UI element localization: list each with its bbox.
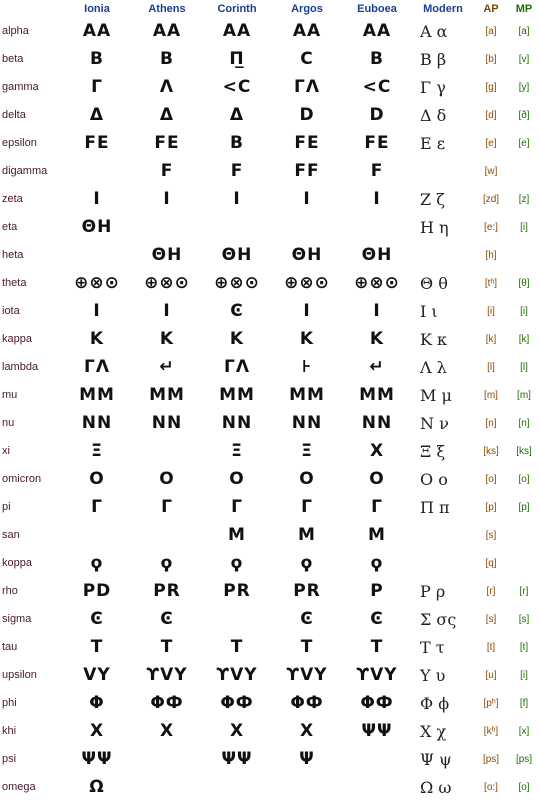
- header-modern: Modern: [423, 2, 463, 15]
- modern-letter: Α α: [420, 21, 448, 41]
- corinth-glyph: PR: [223, 581, 251, 601]
- table-row: [0, 185, 540, 213]
- table-row: [0, 241, 540, 269]
- ionia-glyph: [62, 157, 132, 185]
- ionia-glyph: Ω: [89, 777, 105, 797]
- argos-glyph: X: [299, 721, 315, 741]
- modern-pronunciation: [θ]: [518, 277, 530, 289]
- euboea-glyph: [342, 773, 412, 801]
- table-row: [0, 325, 540, 353]
- euboea-glyph: ΦФ: [360, 693, 394, 713]
- modern-pronunciation: [y]: [518, 81, 530, 93]
- athens-glyph: ⊕⊗⊙: [144, 273, 190, 293]
- ionia-glyph: ΓΛ: [84, 357, 110, 377]
- table-row: [0, 661, 540, 689]
- table-row: [0, 101, 540, 129]
- table-row: [0, 521, 540, 549]
- letter-name: upsilon: [2, 669, 37, 681]
- letter-name: epsilon: [2, 137, 37, 149]
- athens-glyph: Ϝ: [160, 161, 174, 181]
- modern-pronunciation: [r]: [519, 585, 529, 597]
- modern-letter: Φ ϕ: [420, 693, 450, 713]
- argos-glyph: [272, 773, 342, 801]
- modern-letter: Ε ε: [420, 133, 446, 153]
- athens-glyph: PR: [153, 581, 181, 601]
- argos-glyph: K: [299, 329, 315, 349]
- letter-name: xi: [2, 445, 10, 457]
- modern-pronunciation: [i]: [520, 669, 528, 681]
- letter-name: gamma: [2, 81, 39, 93]
- athens-glyph: B: [160, 49, 174, 69]
- modern-pronunciation: [p]: [518, 501, 530, 513]
- ancient-pronunciation: [g]: [485, 81, 497, 93]
- corinth-glyph: ΝN: [221, 413, 253, 433]
- ionia-glyph: PD: [82, 581, 112, 601]
- ancient-pronunciation: [o]: [485, 473, 497, 485]
- letter-name: omicron: [2, 473, 42, 485]
- modern-pronunciation: [v]: [518, 53, 530, 65]
- ionia-glyph: K: [89, 329, 105, 349]
- ionia-glyph: [62, 241, 132, 269]
- athens-glyph: Δ: [159, 105, 175, 125]
- modern-pronunciation: [ps]: [515, 753, 533, 765]
- euboea-glyph: X: [369, 441, 385, 461]
- table-row: [0, 633, 540, 661]
- ionia-glyph: Δ: [89, 105, 105, 125]
- table-row: [0, 297, 540, 325]
- euboea-glyph: ϙ: [370, 553, 384, 573]
- modern-letter: [412, 157, 474, 185]
- corinth-glyph: ⊕⊗⊙: [214, 273, 260, 293]
- letter-name: khi: [2, 725, 17, 737]
- athens-glyph: T: [160, 637, 174, 657]
- euboea-glyph: ΜM: [359, 385, 395, 405]
- euboea-glyph: ↵: [369, 357, 385, 377]
- table-row: [0, 353, 540, 381]
- athens-glyph: AA: [152, 21, 182, 41]
- modern-pronunciation: [508, 157, 540, 185]
- ancient-pronunciation: [zd]: [482, 193, 500, 205]
- argos-glyph: O: [299, 469, 315, 489]
- athens-glyph: ϙ: [160, 553, 174, 573]
- argos-glyph: ΦФ: [290, 693, 324, 713]
- euboea-glyph: ΨΨ: [361, 721, 393, 741]
- header-blank: [0, 0, 62, 17]
- corinth-glyph: K: [229, 329, 245, 349]
- argos-glyph: ⊕⊗⊙: [284, 273, 330, 293]
- letter-name: eta: [2, 221, 18, 233]
- modern-pronunciation: [m]: [517, 389, 531, 401]
- athens-glyph: Γ: [161, 497, 173, 517]
- header-athens: Athens: [148, 2, 186, 15]
- table-row: [0, 73, 540, 101]
- argos-glyph: C: [300, 49, 314, 69]
- letter-name: san: [2, 529, 20, 541]
- corinth-glyph: ΦФ: [220, 693, 254, 713]
- euboea-glyph: O: [369, 469, 385, 489]
- argos-glyph: T: [300, 637, 314, 657]
- euboea-glyph: ΝN: [361, 413, 393, 433]
- ancient-pronunciation: [tʰ]: [484, 277, 498, 289]
- modern-letter: Ψ ψ: [420, 749, 452, 769]
- modern-pronunciation: [s]: [518, 613, 530, 625]
- ionia-glyph: ϙ: [90, 553, 104, 573]
- corinth-glyph: T: [230, 637, 244, 657]
- euboea-glyph: [342, 213, 412, 241]
- modern-letter: Σ σς: [420, 609, 457, 629]
- euboea-glyph: Ͼ: [370, 609, 384, 629]
- modern-letter: Ξ ξ: [420, 441, 446, 461]
- table-row: [0, 129, 540, 157]
- modern-pronunciation: [x]: [518, 725, 530, 737]
- corinth-glyph: ϒVY: [216, 665, 258, 685]
- modern-pronunciation: [i]: [520, 221, 528, 233]
- header-mp: MP: [515, 2, 533, 15]
- argos-glyph: PR: [293, 581, 321, 601]
- ancient-pronunciation: [n]: [485, 417, 497, 429]
- modern-pronunciation: [ð]: [518, 109, 530, 121]
- athens-glyph: [132, 745, 202, 773]
- euboea-glyph: I: [373, 189, 381, 209]
- ancient-pronunciation: [ks]: [483, 445, 499, 457]
- euboea-glyph: ϜE: [364, 133, 390, 153]
- header-ap: AP: [483, 2, 499, 15]
- modern-letter: Β β: [420, 49, 447, 69]
- euboea-glyph: ΘH: [361, 245, 393, 265]
- athens-glyph: [132, 521, 202, 549]
- ancient-pronunciation: [o:]: [484, 781, 498, 793]
- modern-letter: Ι ι: [420, 301, 438, 321]
- ionia-glyph: O: [89, 469, 105, 489]
- modern-letter: Π π: [420, 497, 450, 517]
- ancient-pronunciation: [t]: [486, 641, 496, 653]
- table-row: [0, 745, 540, 773]
- corinth-glyph: Δ: [229, 105, 245, 125]
- letter-name: beta: [2, 53, 24, 65]
- modern-pronunciation: [508, 549, 540, 577]
- ionia-glyph: Ξ: [91, 441, 103, 461]
- ancient-pronunciation: [e:]: [484, 221, 498, 233]
- header-argos: Argos: [291, 2, 323, 15]
- argos-glyph: Ξ: [301, 441, 313, 461]
- athens-glyph: Ͼ: [160, 609, 174, 629]
- ionia-glyph: T: [90, 637, 104, 657]
- ancient-pronunciation: [pʰ]: [483, 697, 499, 709]
- modern-pronunciation: [o]: [518, 473, 530, 485]
- argos-glyph: I: [303, 301, 311, 321]
- corinth-glyph: AA: [222, 21, 252, 41]
- modern-letter: [412, 241, 474, 269]
- modern-pronunciation: [l]: [520, 361, 528, 373]
- ancient-pronunciation: [m]: [484, 389, 498, 401]
- table-row: [0, 549, 540, 577]
- ionia-glyph: ΝN: [81, 413, 113, 433]
- ancient-pronunciation: [q]: [485, 557, 497, 569]
- modern-pronunciation: [ks]: [516, 445, 532, 457]
- athens-glyph: ΝN: [151, 413, 183, 433]
- ionia-glyph: [62, 521, 132, 549]
- argos-glyph: ϜE: [294, 133, 320, 153]
- ancient-pronunciation: [s]: [485, 613, 497, 625]
- corinth-glyph: M: [228, 525, 246, 545]
- corinth-glyph: O: [229, 469, 245, 489]
- ancient-pronunciation: [u]: [485, 669, 497, 681]
- letter-name: kappa: [2, 333, 32, 345]
- argos-glyph: Ͼ: [300, 609, 314, 629]
- athens-glyph: Λ: [159, 77, 175, 97]
- ancient-pronunciation: [kʰ]: [483, 725, 499, 737]
- modern-pronunciation: [f]: [519, 697, 529, 709]
- ionia-glyph: I: [93, 189, 101, 209]
- euboea-glyph: [342, 745, 412, 773]
- table-row: [0, 493, 540, 521]
- argos-glyph: ΓΛ: [294, 77, 320, 97]
- table-row: [0, 773, 540, 801]
- letter-name: heta: [2, 249, 24, 261]
- letter-name: tau: [2, 641, 18, 653]
- corinth-glyph: [202, 213, 272, 241]
- table-row: [0, 45, 540, 73]
- argos-glyph: I: [303, 189, 311, 209]
- corinth-glyph: Γ: [231, 497, 243, 517]
- table-row: [0, 17, 540, 45]
- argos-glyph: ϙ: [300, 553, 314, 573]
- ionia-glyph: ΜM: [79, 385, 115, 405]
- modern-pronunciation: [k]: [518, 333, 530, 345]
- corinth-glyph: [202, 605, 272, 633]
- letter-name: alpha: [2, 25, 29, 37]
- argos-glyph: M: [298, 525, 316, 545]
- table-row: [0, 157, 540, 185]
- ionia-glyph: AA: [82, 21, 112, 41]
- argos-glyph: D: [299, 105, 315, 125]
- euboea-glyph: B: [370, 49, 384, 69]
- athens-glyph: O: [159, 469, 175, 489]
- modern-letter: Κ κ: [420, 329, 448, 349]
- modern-letter: Γ γ: [420, 77, 446, 97]
- euboea-glyph: T: [370, 637, 384, 657]
- letter-name: theta: [2, 277, 27, 289]
- ancient-pronunciation: [r]: [486, 585, 496, 597]
- letter-rows: [0, 17, 540, 801]
- modern-letter: Ο ο: [420, 469, 448, 489]
- athens-glyph: ϜE: [154, 133, 180, 153]
- modern-letter: Υ υ: [420, 665, 446, 685]
- corinth-glyph: B: [230, 133, 244, 153]
- corinth-glyph: I: [233, 189, 241, 209]
- table-row: [0, 269, 540, 297]
- header-corinth: Corinth: [217, 2, 257, 15]
- euboea-glyph: <C: [362, 77, 392, 97]
- euboea-glyph: ⊕⊗⊙: [354, 273, 400, 293]
- letter-name: zeta: [2, 193, 23, 205]
- argos-glyph: Γ: [301, 497, 313, 517]
- table-row: [0, 465, 540, 493]
- argos-glyph: ϜF: [294, 161, 320, 181]
- modern-letter: Ω ω: [420, 777, 452, 797]
- modern-letter: Τ τ: [420, 637, 445, 657]
- ionia-glyph: Γ: [91, 497, 103, 517]
- modern-pronunciation: [o]: [518, 781, 530, 793]
- modern-pronunciation: [t]: [519, 641, 529, 653]
- ancient-pronunciation: [e]: [485, 137, 497, 149]
- modern-letter: Ζ ζ: [420, 189, 445, 209]
- letter-name: phi: [2, 697, 17, 709]
- table-row: [0, 605, 540, 633]
- table-row: [0, 409, 540, 437]
- ionia-glyph: Ͼ: [90, 609, 104, 629]
- letter-name: nu: [2, 417, 15, 429]
- ancient-pronunciation: [i]: [487, 305, 495, 317]
- argos-glyph: AA: [292, 21, 322, 41]
- ionia-glyph: X: [89, 721, 105, 741]
- table-row: [0, 689, 540, 717]
- euboea-glyph: M: [368, 525, 386, 545]
- euboea-glyph: I: [373, 301, 381, 321]
- athens-glyph: I: [163, 189, 171, 209]
- athens-glyph: K: [159, 329, 175, 349]
- ancient-pronunciation: [h]: [485, 249, 497, 261]
- letter-name: mu: [2, 389, 18, 401]
- argos-glyph: ΝN: [291, 413, 323, 433]
- athens-glyph: ΦФ: [150, 693, 184, 713]
- letter-name: iota: [2, 305, 20, 317]
- letter-name: delta: [2, 109, 26, 121]
- corinth-glyph: Ξ: [231, 441, 243, 461]
- argos-glyph: ϒVY: [286, 665, 328, 685]
- athens-glyph: ↵: [159, 357, 175, 377]
- letter-name: psi: [2, 753, 17, 765]
- corinth-glyph: ΜM: [219, 385, 255, 405]
- corinth-glyph: <C: [222, 77, 252, 97]
- euboea-glyph: K: [369, 329, 385, 349]
- modern-letter: Λ λ: [420, 357, 447, 377]
- athens-glyph: ΜM: [149, 385, 185, 405]
- modern-pronunciation: [508, 521, 540, 549]
- modern-pronunciation: [508, 241, 540, 269]
- modern-letter: Μ μ: [420, 385, 452, 405]
- letter-name: pi: [2, 501, 11, 513]
- modern-letter: [412, 549, 474, 577]
- argos-glyph: [272, 213, 342, 241]
- corinth-glyph: ΘH: [221, 245, 253, 265]
- table-row: [0, 437, 540, 465]
- letter-name: sigma: [2, 613, 32, 625]
- euboea-glyph: Γ: [371, 497, 383, 517]
- argos-glyph: ΜM: [289, 385, 325, 405]
- header-euboea: Euboea: [357, 2, 397, 15]
- ancient-pronunciation: [b]: [485, 53, 497, 65]
- euboea-glyph: ϒVY: [356, 665, 398, 685]
- modern-letter: Θ θ: [420, 273, 448, 293]
- argos-glyph: ⊦: [301, 357, 313, 377]
- corinth-glyph: Ϝ: [230, 161, 244, 181]
- table-row: [0, 577, 540, 605]
- athens-glyph: I: [163, 301, 171, 321]
- ionia-glyph: I: [93, 301, 101, 321]
- ionia-glyph: ΘH: [81, 217, 113, 237]
- letter-name: koppa: [2, 557, 32, 569]
- modern-letter: [412, 521, 474, 549]
- ancient-pronunciation: [p]: [485, 501, 497, 513]
- argos-glyph: Ψ: [299, 749, 315, 769]
- corinth-glyph: ΨΨ: [221, 749, 253, 769]
- table-row: [0, 381, 540, 409]
- header-ionia: Ionia: [84, 2, 110, 15]
- ancient-pronunciation: [w]: [484, 165, 498, 177]
- ionia-glyph: ⊕⊗⊙: [74, 273, 120, 293]
- modern-letter: Ν ν: [420, 413, 449, 433]
- modern-pronunciation: [z]: [518, 193, 530, 205]
- letter-name: digamma: [2, 165, 48, 177]
- ancient-pronunciation: [k]: [485, 333, 497, 345]
- header-row: [0, 0, 540, 17]
- modern-letter: Η η: [420, 217, 449, 237]
- letter-name: lambda: [2, 361, 39, 373]
- corinth-glyph: [202, 773, 272, 801]
- athens-glyph: [132, 773, 202, 801]
- corinth-glyph: Π̲: [229, 49, 245, 69]
- ionia-glyph: B: [90, 49, 104, 69]
- euboea-glyph: Ϝ: [370, 161, 384, 181]
- modern-letter: Χ χ: [420, 721, 447, 741]
- athens-glyph: [132, 437, 202, 465]
- ionia-glyph: VY: [83, 665, 111, 685]
- ancient-pronunciation: [d]: [485, 109, 497, 121]
- letter-name: omega: [2, 781, 36, 793]
- modern-pronunciation: [n]: [518, 417, 530, 429]
- argos-glyph: ΘH: [291, 245, 323, 265]
- ionia-glyph: ΨΨ: [81, 749, 113, 769]
- corinth-glyph: ΓΛ: [224, 357, 250, 377]
- ancient-pronunciation: [a]: [485, 25, 497, 37]
- ionia-glyph: Φ: [89, 693, 105, 713]
- ionia-glyph: ϜE: [84, 133, 110, 153]
- modern-pronunciation: [e]: [518, 137, 530, 149]
- corinth-glyph: X: [229, 721, 245, 741]
- modern-letter: Δ δ: [420, 105, 447, 125]
- corinth-glyph: ϙ: [230, 553, 244, 573]
- letter-name: rho: [2, 585, 18, 597]
- ancient-pronunciation: [ps]: [482, 753, 500, 765]
- ionia-glyph: Γ: [91, 77, 103, 97]
- table-row: [0, 717, 540, 745]
- ancient-pronunciation: [s]: [485, 529, 497, 541]
- athens-glyph: [132, 213, 202, 241]
- euboea-glyph: P: [370, 581, 384, 601]
- euboea-glyph: AA: [362, 21, 392, 41]
- corinth-glyph: Ͼ: [230, 301, 244, 321]
- athens-glyph: ϒVY: [146, 665, 188, 685]
- athens-glyph: X: [159, 721, 175, 741]
- modern-pronunciation: [a]: [518, 25, 530, 37]
- modern-pronunciation: [i]: [520, 305, 528, 317]
- table-row: [0, 213, 540, 241]
- euboea-glyph: D: [369, 105, 385, 125]
- ancient-pronunciation: [l]: [487, 361, 495, 373]
- modern-letter: Ρ ρ: [420, 581, 446, 601]
- athens-glyph: ΘH: [151, 245, 183, 265]
